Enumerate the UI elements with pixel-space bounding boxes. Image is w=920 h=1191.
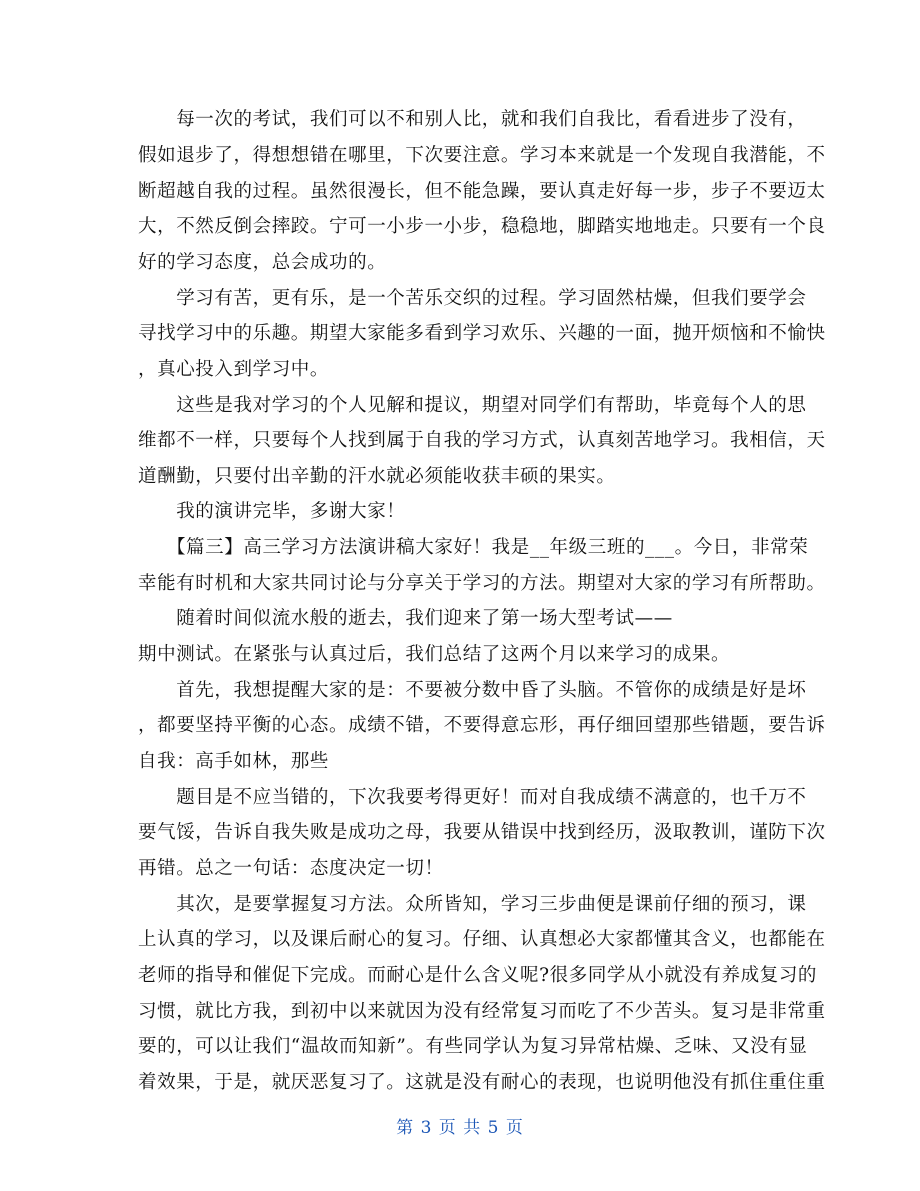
text-line: 首先，我想提醒大家的是：不要被分数中昏了头脑。不管你的成绩是好是坏 — [138, 680, 807, 701]
text-line: 好的学习态度，总会成功的。 — [138, 252, 387, 273]
text-line: ，都要坚持平衡的心态。成绩不错，不要得意忘形，再仔细回望那些错题，要告诉 — [138, 715, 826, 736]
text-line: 幸能有时机和大家共同讨论与分享关于学习的方法。期望对大家的学习有所帮助。 — [138, 573, 826, 594]
text-line: 假如退步了，得想想错在哪里，下次要注意。学习本来就是一个发现自我潜能，不 — [138, 145, 826, 166]
text-line: 再错。总之一句话：态度决定一切！ — [138, 858, 444, 879]
text-line: 学习有苦，更有乐，是一个苦乐交织的过程。学习固然枯燥，但我们要学会 — [138, 288, 807, 309]
page-number: 第 3 页 共 5 页 — [396, 1118, 524, 1138]
text-line: 自我：高手如林，那些 — [138, 751, 330, 772]
text-line: 题目是不应当错的，下次我要考得更好！而对自我成绩不满意的，也千万不 — [138, 787, 807, 808]
text-line: 维都不一样，只要每个人找到属于自我的学习方式，认真刻苦地学习。我相信，天 — [138, 430, 826, 451]
text-line: 着效果，于是，就厌恶复习了。这就是没有耐心的表现，也说明他没有抓住重住重 — [138, 1072, 826, 1093]
text-line: 断超越自我的过程。虽然很漫长，但不能急躁，要认真走好每一步，步子不要迈太 — [138, 181, 826, 202]
text-line: 要的，可以让我们“温故而知新”。有些同学认为复习异常枯燥、乏味、又没有显 — [138, 1036, 808, 1057]
text-line: 寻找学习中的乐趣。期望大家能多看到学习欢乐、兴趣的一面，抛开烦恼和不愉快 — [138, 323, 826, 344]
text-line: 要气馁，告诉自我失败是成功之母，我要从错误中找到经历，汲取教训，谨防下次 — [138, 822, 826, 843]
text-line: 期中测试。在紧张与认真过后，我们总结了这两个月以来学习的成果。 — [138, 644, 731, 665]
text-line: 习惯，就比方我，到初中以来就因为没有经常复习而吃了不少苦头。复习是非常重 — [138, 1001, 826, 1022]
text-line: 我的演讲完毕，多谢大家！ — [138, 501, 406, 522]
text-line: 其次，是要掌握复习方法。众所皆知，学习三步曲便是课前仔细的预习，课 — [138, 894, 807, 915]
text-line: 【篇三】高三学习方法演讲稿大家好！我是__年级三班的___。今日，非常荣 — [138, 537, 809, 558]
text-line: 随着时间似流水般的逝去，我们迎来了第一场大型考试—— — [138, 608, 673, 629]
text-line: 这些是我对学习的个人见解和提议，期望对同学们有帮助，毕竟每个人的思 — [138, 395, 807, 416]
text-line: 道酬勤，只要付出辛勤的汗水就必须能收获丰硕的果实。 — [138, 466, 616, 487]
text-line: 每一次的考试，我们可以不和别人比，就和我们自我比，看看进步了没有， — [138, 109, 807, 130]
text-line: 大，不然反倒会摔跤。宁可一小步一小步，稳稳地，脚踏实地地走。只要有一个良 — [138, 216, 826, 237]
text-line: 上认真的学习，以及课后耐心的复习。仔细、认真想必大家都懂其含义，也都能在 — [138, 929, 826, 950]
text-line: 老师的指导和催促下完成。而耐心是什么含义呢?很多同学从小就没有养成复习的 — [138, 965, 818, 986]
text-line: ，真心投入到学习中。 — [138, 359, 330, 380]
